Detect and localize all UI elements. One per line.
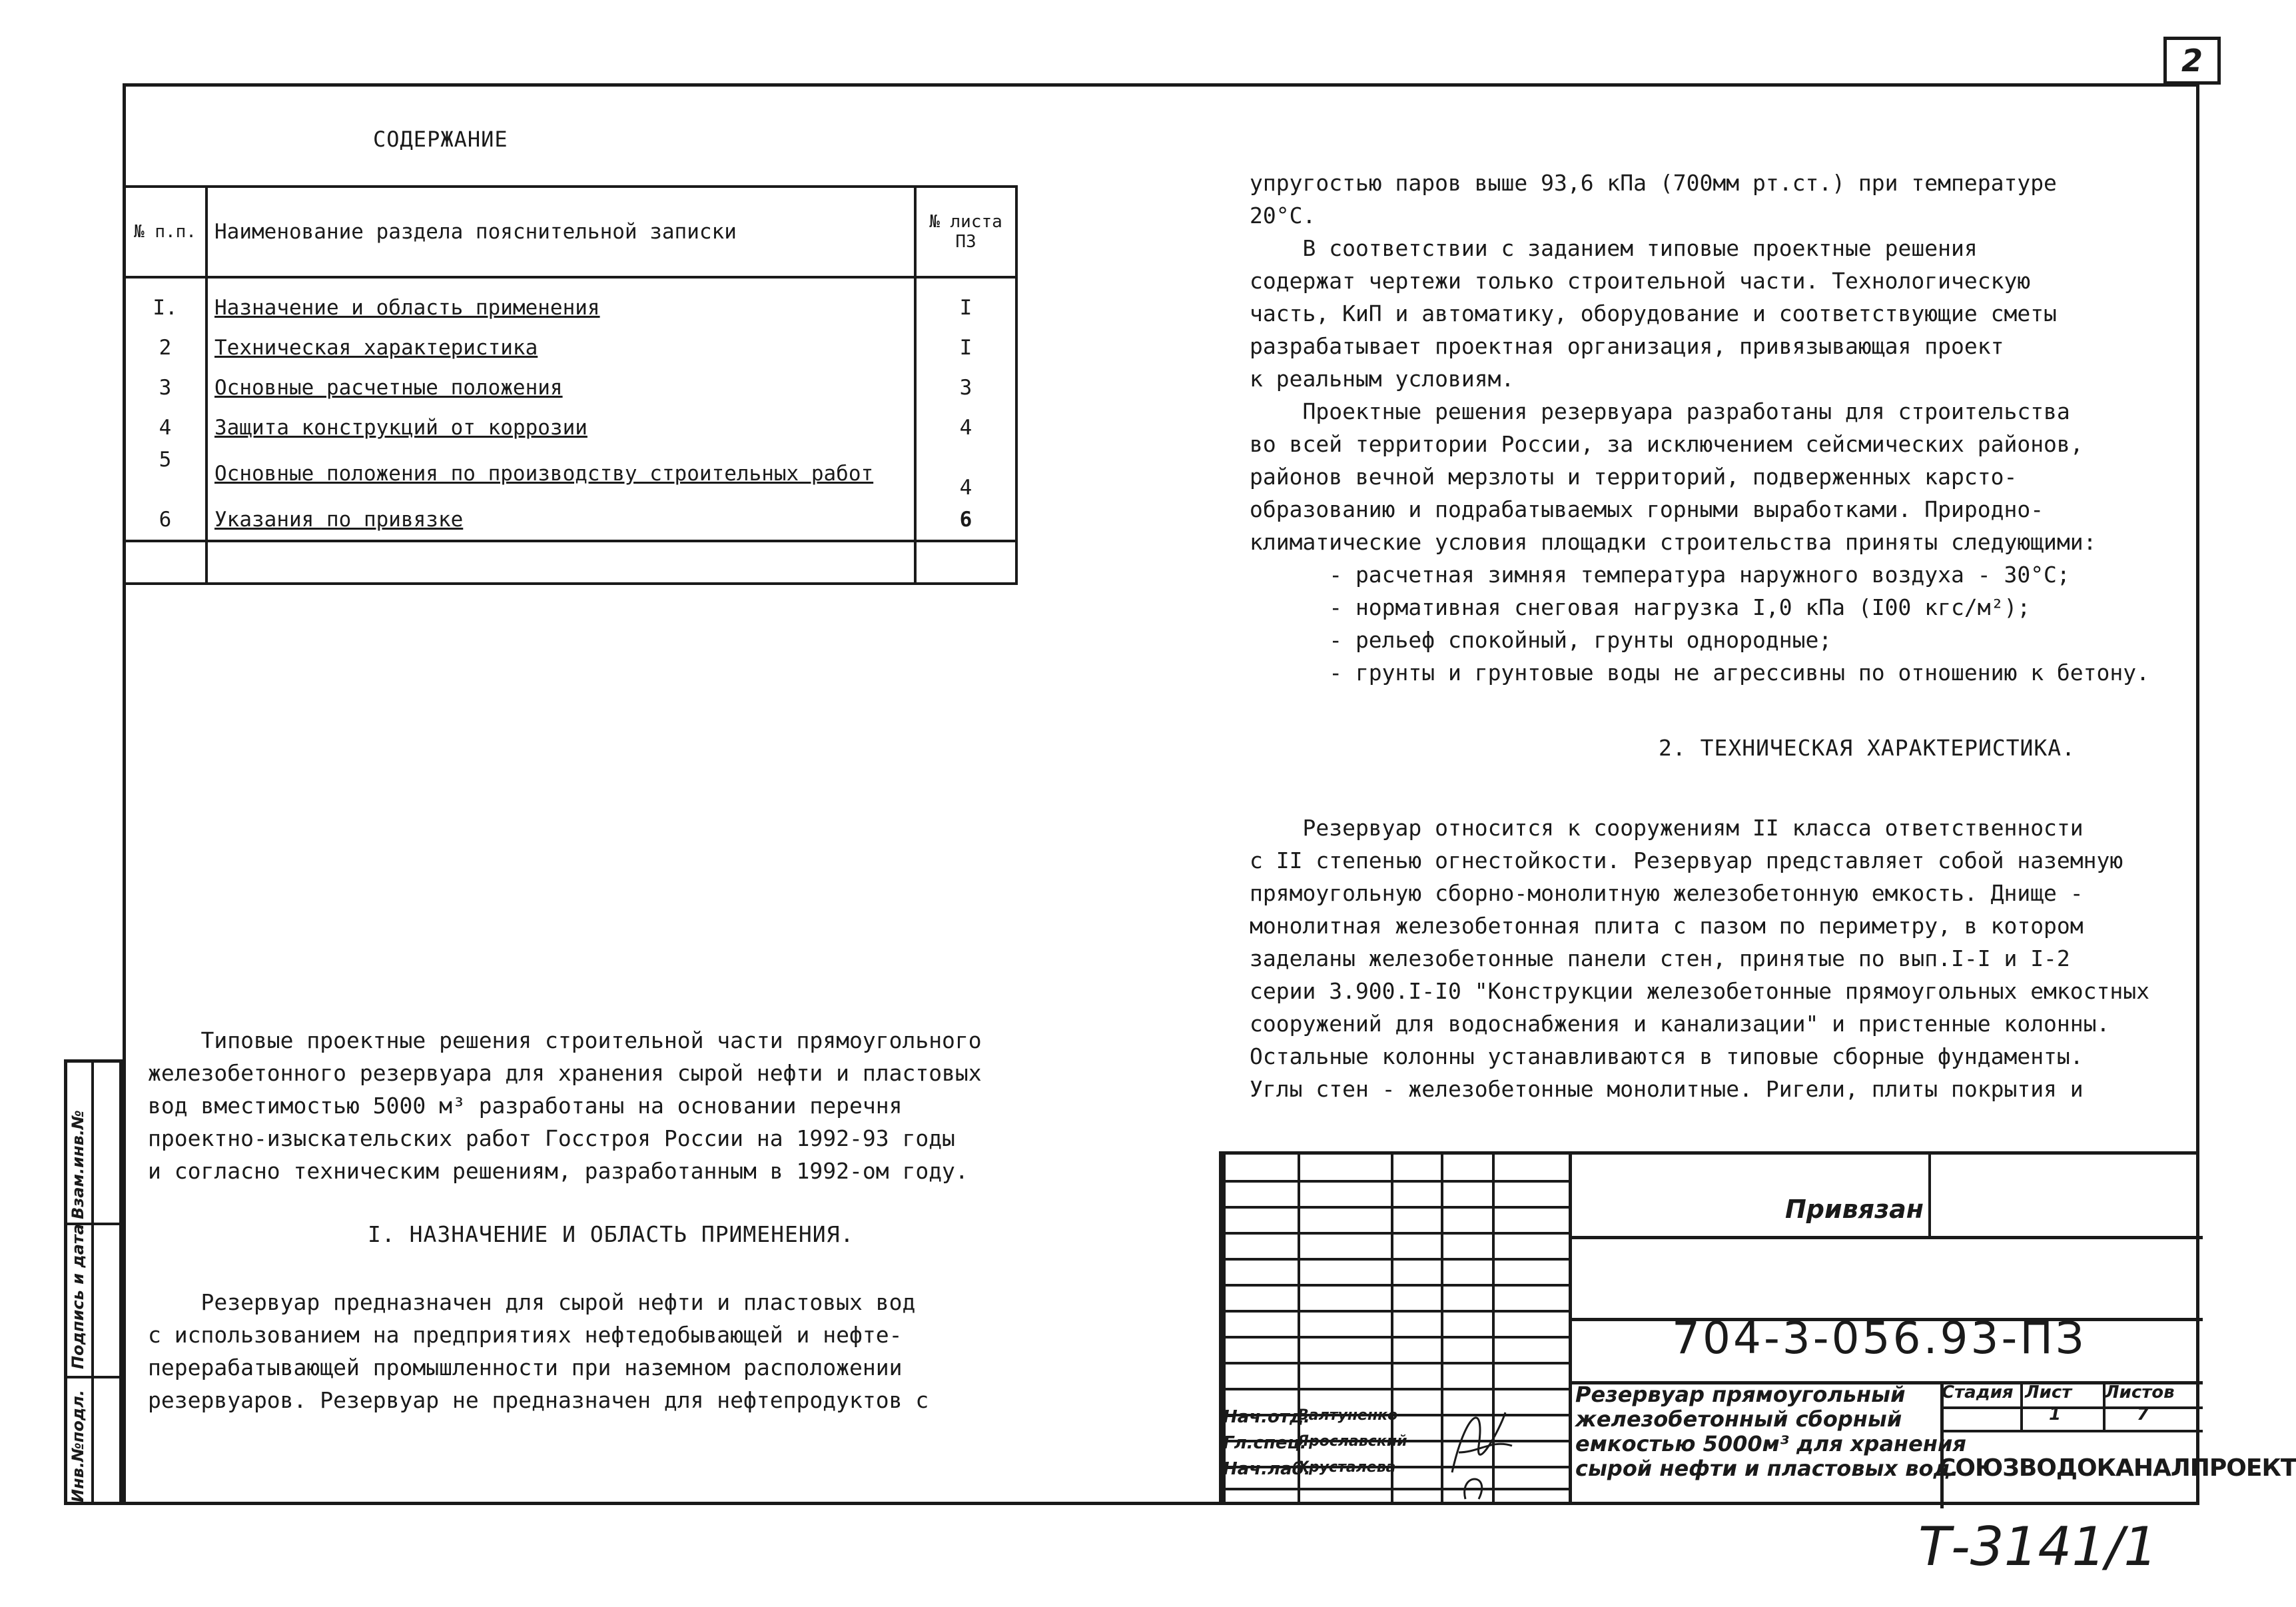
toc-row-num: 2	[124, 328, 206, 368]
toc-row-name: Основные расчетные положения	[206, 368, 915, 408]
toc-row-sheet: I	[915, 277, 1016, 328]
side-label-signature: Подпись и дата	[69, 1224, 87, 1369]
stamp-description: Резервуар прямоугольный железобетонный сборный емкостью 5000м³ для хранения сырой нефти и пластовых вод.	[1575, 1382, 1966, 1481]
toc-row-name: Основные положения по производству строительных работ	[206, 448, 915, 500]
sheet-value: 1	[2049, 1404, 2062, 1424]
privyazan-label: Привязан	[1785, 1195, 1924, 1224]
side-label-vzam-inv: Взам.инв.№	[69, 1110, 87, 1219]
toc-header-name: Наименование раздела пояснительной записки	[206, 187, 915, 277]
toc-row-num: 4	[124, 408, 206, 448]
toc-header-num: № п.п.	[124, 187, 206, 277]
table-row	[124, 368, 1016, 408]
right-paragraph-2: Резервуар относится к сооружениям II класса ответственности с II степенью огнестойкости. Резервуар представляет собой наземную прямоугольную сборно-монолитную железобетонную емкость. Днище - монолитная железобетонная плита с пазом по периметру, в котором заделаны железобетонные панели стен, принятые по вып.I-I и I-2 серии 3.900.I-I0 "Конструкции железобетонные прямоугольных емкостных сооружений для водоснабжения и канализации" и пристенные колонны. Остальные колонны устанавливаются в типовые сборные фундаменты. Углы стен - железобетонные монолитные. Ригели, плиты покрытия и	[1250, 815, 2150, 1102]
purpose-paragraph: Резервуар предназначен для сырой нефти и пластовых вод с использованием на предприятиях нефтедобывающей и нефте- перерабатывающей промышленности при наземном расположении резервуаров. Резервуар не предназначен для нефтепродуктов с	[148, 1289, 929, 1413]
intro-paragraph: Типовые проектные решения строительной части прямоугольного железобетонного резервуара для хранения сырой нефти и пластовых вод вместимостью 5000 м³ разработаны на основании перечня проектно-изыскательских работ Госстроя России на 1992-93 годы и согласно техническим решениям, разработанным в 1992-ом году.	[148, 1027, 982, 1184]
toc-row-name: Указания по привязке	[206, 500, 915, 541]
page-number: 2	[2181, 43, 2203, 79]
table-row	[124, 541, 1016, 584]
toc-table	[123, 185, 1018, 585]
toc-row-num: 5	[124, 448, 206, 500]
toc-row-sheet: 6	[915, 500, 1016, 541]
inventory-number: Т-3141/1	[1918, 1516, 2158, 1578]
signature-icon	[1439, 1372, 1519, 1506]
toc-row-num: 6	[124, 500, 206, 541]
name-3: Хрусталева	[1298, 1459, 1396, 1476]
role-3: Нач.лаб.	[1223, 1459, 1311, 1479]
toc-header-sheet: № листа ПЗ	[915, 187, 1016, 277]
table-row	[124, 408, 1016, 448]
table-row	[124, 328, 1016, 368]
section-2-heading: 2. ТЕХНИЧЕСКАЯ ХАРАКТЕРИСТИКА.	[1659, 735, 2076, 761]
side-label-inv-podl: Инв.№подл.	[69, 1390, 87, 1502]
toc-row-name: Защита конструкций от коррозии	[206, 408, 915, 448]
name-2: Ярославский	[1298, 1433, 1407, 1450]
toc-row-name: Техническая характеристика	[206, 328, 915, 368]
toc-title: СОДЕРЖАНИЕ	[373, 127, 508, 152]
role-2: Гл.спец.	[1223, 1433, 1307, 1453]
toc-row-sheet: 3	[915, 368, 1016, 408]
toc-header-row	[124, 187, 1016, 277]
section-1-heading: I. НАЗНАЧЕНИЕ И ОБЛАСТЬ ПРИМЕНЕНИЯ.	[368, 1221, 855, 1247]
table-row	[124, 500, 1016, 541]
table-row	[124, 448, 1016, 500]
document-code: 704-3-056.93-ПЗ	[1672, 1313, 2087, 1364]
toc-row-sheet: 4	[915, 448, 1016, 500]
sheet-label: Лист	[2025, 1382, 2072, 1402]
toc-empty-cell	[915, 541, 1016, 584]
toc-row-num: I.	[124, 277, 206, 328]
side-strip	[64, 1059, 123, 1505]
toc-row-num: 3	[124, 368, 206, 408]
sheets-label: Листов	[2105, 1382, 2175, 1402]
toc-empty-cell	[206, 541, 915, 584]
name-1: Валтуненко	[1298, 1407, 1398, 1424]
toc-empty-cell	[124, 541, 206, 584]
stage-label: Стадия	[1942, 1382, 2014, 1402]
right-paragraph-1: упругостью паров выше 93,6 кПа (700мм рт.ст.) при температуре 20°С. В соответствии с заданием типовые проектные решения содержат чертежи только строительной части. Технологическую часть, КиП и автоматику, оборудование и соответствующие сметы разрабатывает проектная организация, привязывающая проект к реальным условиям. Проектные решения резервуара разработаны для строительства во всей территории России, за исключением сейсмических районов, районов вечной мерзлоты и территорий, подверженных карсто- образованию и подрабатываемых горными выработками. Природно- климатические условия площадки строительства приняты следующими: - расчетная зимняя температура наружного воздуха - 30°С; - нормативная снеговая нагрузка I,0 кПа (I00 кгс/м²); - рельеф спокойный, грунты однородные; - грунты и грунтовые воды не агрессивны по отношению к бетону.	[1250, 170, 2150, 686]
sheets-value: 7	[2137, 1404, 2149, 1424]
toc-row-name: Назначение и область применения	[206, 277, 915, 328]
toc-row-sheet: I	[915, 328, 1016, 368]
role-1: Нач.отд.	[1223, 1407, 1310, 1427]
table-row	[124, 277, 1016, 328]
organization-name: СОЮЗВОДОКАНАЛПРОЕКТ	[1938, 1454, 2296, 1482]
toc-row-sheet: 4	[915, 408, 1016, 448]
